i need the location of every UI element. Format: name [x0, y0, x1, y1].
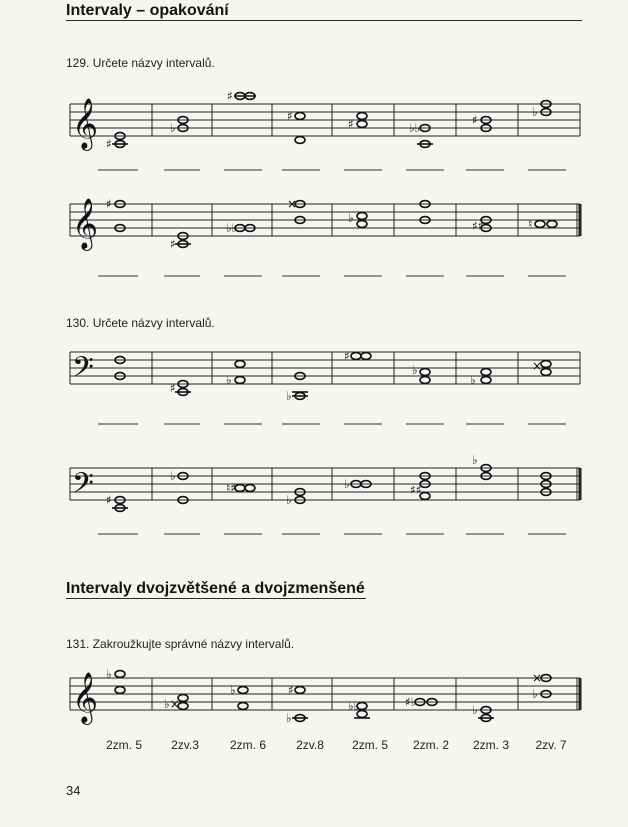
svg-text:♭: ♭	[532, 687, 538, 701]
svg-text:♭♭: ♭♭	[409, 121, 421, 135]
svg-text:♮: ♮	[528, 217, 533, 231]
svg-text:♭: ♭	[170, 121, 176, 135]
svg-text:♭: ♭	[106, 667, 112, 681]
bass-clef-icon: 𝄢	[72, 467, 94, 507]
svg-text:♯♯: ♯♯	[410, 483, 422, 497]
heading-rule	[66, 20, 582, 21]
svg-text:♭: ♭	[230, 683, 236, 697]
svg-text:♮♯: ♮♯	[226, 481, 237, 495]
exercise-131-instruction: 131. Zakroužkujte správné názvy intervalů.	[66, 637, 295, 651]
answer-choice[interactable]: 2zv.3	[171, 738, 199, 752]
svg-text:♭×: ♭×	[164, 697, 180, 711]
svg-text:♭: ♭	[470, 373, 476, 387]
exercise-130-instruction: 130. Určete názvy intervalů.	[66, 316, 215, 330]
exercise-131-answer-choices	[0, 738, 628, 754]
section-heading-double-intervals: Intervaly dvojzvětšené a dvojzmenšené	[66, 580, 365, 597]
svg-text:♭: ♭	[472, 453, 478, 467]
svg-text:♯: ♯	[106, 197, 112, 211]
svg-text:♯: ♯	[170, 381, 176, 395]
staff-130-row2	[0, 448, 628, 548]
treble-clef-icon: 𝄞	[72, 198, 99, 249]
answer-choice[interactable]: 2zm. 6	[229, 738, 267, 752]
treble-clef-icon: 𝄞	[72, 98, 99, 149]
svg-text:♯: ♯	[106, 137, 112, 151]
page-number: 34	[66, 783, 81, 798]
bass-clef-icon: 𝄢	[72, 351, 94, 391]
staff-131	[0, 662, 628, 732]
exercise-129-instruction: 129. Určete názvy intervalů.	[66, 56, 215, 70]
svg-text:♭: ♭	[532, 105, 538, 119]
staff-129-row1	[0, 80, 628, 180]
svg-text:♯: ♯	[287, 109, 293, 123]
treble-clef-icon: 𝄞	[72, 672, 99, 723]
svg-text:×: ×	[532, 359, 543, 373]
svg-text:♯: ♯	[348, 117, 354, 131]
svg-text:♯: ♯	[170, 237, 176, 251]
answer-choice[interactable]: 2zv.8	[296, 738, 324, 752]
svg-text:♭: ♭	[286, 493, 292, 507]
svg-text:♭: ♭	[286, 711, 292, 725]
svg-text:♯: ♯	[106, 493, 112, 507]
answer-choice[interactable]: 2zm. 5	[105, 738, 143, 752]
svg-text:♭♭: ♭♭	[226, 221, 238, 235]
answer-choice[interactable]: 2zv. 7	[535, 738, 567, 752]
answer-choice[interactable]: 2zm. 5	[351, 738, 389, 752]
svg-text:♯: ♯	[472, 113, 478, 127]
svg-text:♭: ♭	[472, 703, 478, 717]
svg-text:♭: ♭	[286, 389, 292, 403]
svg-text:♭♭: ♭♭	[348, 699, 360, 713]
svg-text:♯: ♯	[227, 89, 233, 103]
heading-rule	[66, 598, 366, 599]
svg-text:×: ×	[287, 197, 298, 211]
answer-choice[interactable]: 2zm. 2	[412, 738, 450, 752]
staff-130-row1	[0, 340, 628, 440]
svg-text:♯: ♯	[288, 683, 294, 697]
staff-129-row2	[0, 192, 628, 292]
svg-text:♭: ♭	[412, 363, 418, 377]
svg-text:♯♭: ♯♭	[405, 695, 417, 709]
svg-text:♭: ♭	[344, 477, 350, 491]
section-heading-review: Intervaly – opakování	[66, 2, 229, 19]
answer-choice[interactable]: 2zm. 3	[472, 738, 510, 752]
svg-text:♭: ♭	[348, 211, 354, 225]
svg-text:♭: ♭	[170, 469, 176, 483]
svg-text:×: ×	[532, 671, 543, 685]
svg-text:♯: ♯	[344, 349, 350, 363]
svg-text:♭: ♭	[226, 373, 232, 387]
svg-text:♯♯: ♯♯	[472, 219, 484, 233]
